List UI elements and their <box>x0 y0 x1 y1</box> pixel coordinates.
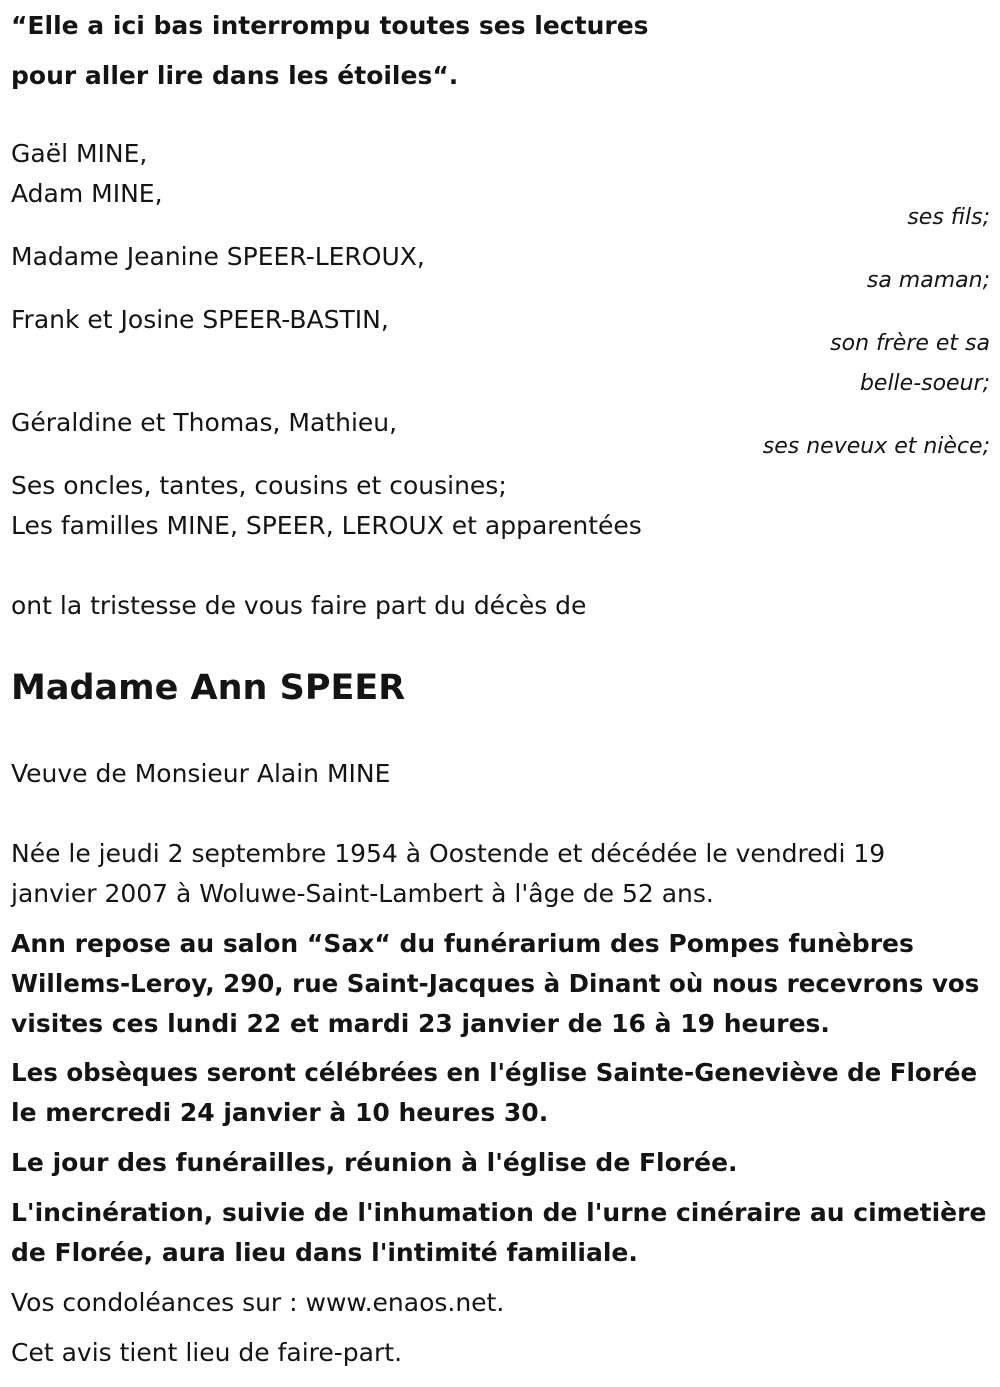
gathering-text: Le jour des funérailles, réunion à l'église de Florée. <box>11 1148 738 1177</box>
funeral-line: Les obsèques seront célébrées en l'église Sainte-Geneviève de Florée <box>11 1058 978 1087</box>
deceased-name: Madame Ann SPEER <box>11 668 406 708</box>
relation-label: son frère et sa <box>830 331 990 356</box>
family-member: Gaël MINE, <box>11 139 148 168</box>
family-member: Ses oncles, tantes, cousins et cousines; <box>11 471 507 500</box>
visitation-line: visites ces lundi 22 et mardi 23 janvier de 16 à 19 heures. <box>11 1009 830 1038</box>
family-member: Madame Jeanine SPEER-LEROUX, <box>11 242 425 271</box>
family-member: Les familles MINE, SPEER, LEROUX et apparentées <box>11 511 642 540</box>
closing-text: Cet avis tient lieu de faire-part. <box>11 1338 403 1367</box>
relation-label: belle-soeur; <box>859 371 990 396</box>
condolences-text: Vos condoléances sur : www.enaos.net. <box>11 1288 505 1317</box>
relation-label: ses fils; <box>907 205 990 230</box>
visitation-line: Willems-Leroy, 290, rue Saint-Jacques à Dinant où nous recevrons vos <box>11 969 980 998</box>
cremation-line: L'incinération, suivie de l'inhumation de l'urne cinéraire au cimetière <box>11 1198 987 1227</box>
quote-line-1: “Elle a ici bas interrompu toutes ses lectures <box>11 11 649 40</box>
visitation-line: Ann repose au salon “Sax“ du funérarium des Pompes funèbres <box>11 929 914 958</box>
relation-label: ses neveux et nièce; <box>762 434 990 459</box>
birth-death-line: janvier 2007 à Woluwe-Saint-Lambert à l'âge de 52 ans. <box>11 879 714 908</box>
announcement-text: ont la tristesse de vous faire part du décès de <box>11 591 587 620</box>
widow-of-text: Veuve de Monsieur Alain MINE <box>11 759 391 788</box>
funeral-line: le mercredi 24 janvier à 10 heures 30. <box>11 1098 549 1127</box>
cremation-line: de Florée, aura lieu dans l'intimité familiale. <box>11 1238 638 1267</box>
birth-death-line: Née le jeudi 2 septembre 1954 à Oostende et décédée le vendredi 19 <box>11 839 886 868</box>
family-member: Adam MINE, <box>11 179 163 208</box>
relation-label: sa maman; <box>866 268 990 293</box>
family-member: Frank et Josine SPEER-BASTIN, <box>11 305 389 334</box>
quote-line-2: pour aller lire dans les étoiles“. <box>11 61 459 90</box>
family-member: Géraldine et Thomas, Mathieu, <box>11 408 398 437</box>
